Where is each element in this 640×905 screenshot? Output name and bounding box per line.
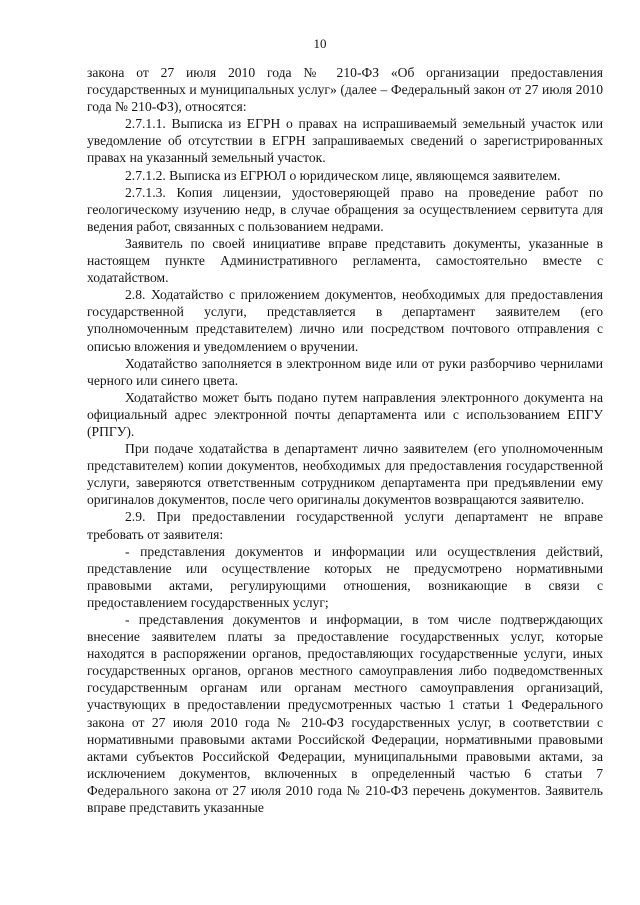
paragraph: При подаче ходатайства в департамент лично заявителем (его уполномоченным представителем) копии документов, необходимых для предоставления государственной услуги, заверяются ответственным сотрудником департамента при предъявлении ему оригиналов документов, после чего оригиналы документов возвращаются заявителю.: [87, 441, 603, 508]
paragraph: 2.7.1.3. Копия лицензии, удостоверяющей право на проведение работ по геологическому изучению недр, в случае обращения за осуществлением сервитута для ведения работ, связанных с пользованием недрами.: [87, 184, 603, 234]
paragraph: - представления документов и информации, в том числе подтверждающих внесение заявителем платы за предоставление государственных услуг, которые находятся в распоряжении органов, предоставляющих государственные услуги, иных государственных органов, органов местного самоуправления либо подведомственных государственным органам или органам местного самоуправления организаций, участвующих в предоставлении предусмотренных частью 1 статьи 1 Федерального закона от 27 июля 2010 года № 210-ФЗ государственных услуг, в соответствии с нормативными правовыми актами Российской Федерации, нормативными правовыми актами субъектов Российской Федерации, муниципальными правовыми актами, за исключением документов, включенных в определенный частью 6 статьи 7 Федерального закона от 27 июля 2010 года № 210-ФЗ перечень документов. Заявитель вправе представить указанные: [87, 612, 603, 816]
paragraph: Ходатайство заполняется в электронном виде или от руки разборчиво чернилами черного или синего цвета.: [87, 355, 603, 388]
paragraph: 2.8. Ходатайство с приложением документов, необходимых для предоставления государственной услуги, представляется в департамент заявителем (его уполномоченным представителем) лично или посредством почтового отправления с описью вложения и уведомлением о вручении.: [87, 287, 603, 354]
body-text: [87, 64, 603, 816]
paragraph: 2.7.1.2. Выписка из ЕГРЮЛ о юридическом лице, являющемся заявителем.: [125, 167, 561, 183]
paragraph: 2.7.1.1. Выписка из ЕГРН о правах на испрашиваемый земельный участок или уведомление об отсутствии в ЕГРН запрашиваемых сведений о зарегистрированных правах на указанный земельный участок.: [87, 116, 603, 166]
paragraph: 2.9. При предоставлении государственной услуги департамент не вправе требовать от заявителя:: [87, 509, 603, 542]
paragraph: Заявитель по своей инициативе вправе представить документы, указанные в настоящем пункте Административного регламента, самостоятельно вместе с ходатайством.: [87, 235, 603, 286]
paragraph: - представления документов и информации или осуществления действий, представление или осуществление которых не предусмотрено нормативными правовыми актами, регулирующими отношения, возникающие в связи с предоставлением государственных услуг;: [87, 543, 603, 610]
page-number: 10: [313, 36, 327, 51]
paragraph: закона от 27 июля 2010 года № 210-ФЗ «Об организации предоставления государственных и муниципальных услуг» (далее – Федеральный закон от 27 июля 2010 года № 210-ФЗ), относятся:: [87, 65, 603, 115]
paragraph: Ходатайство может быть подано путем направления электронного документа на официальный адрес электронной почты департамента или с использованием ЕПГУ (РПГУ).: [87, 389, 603, 439]
